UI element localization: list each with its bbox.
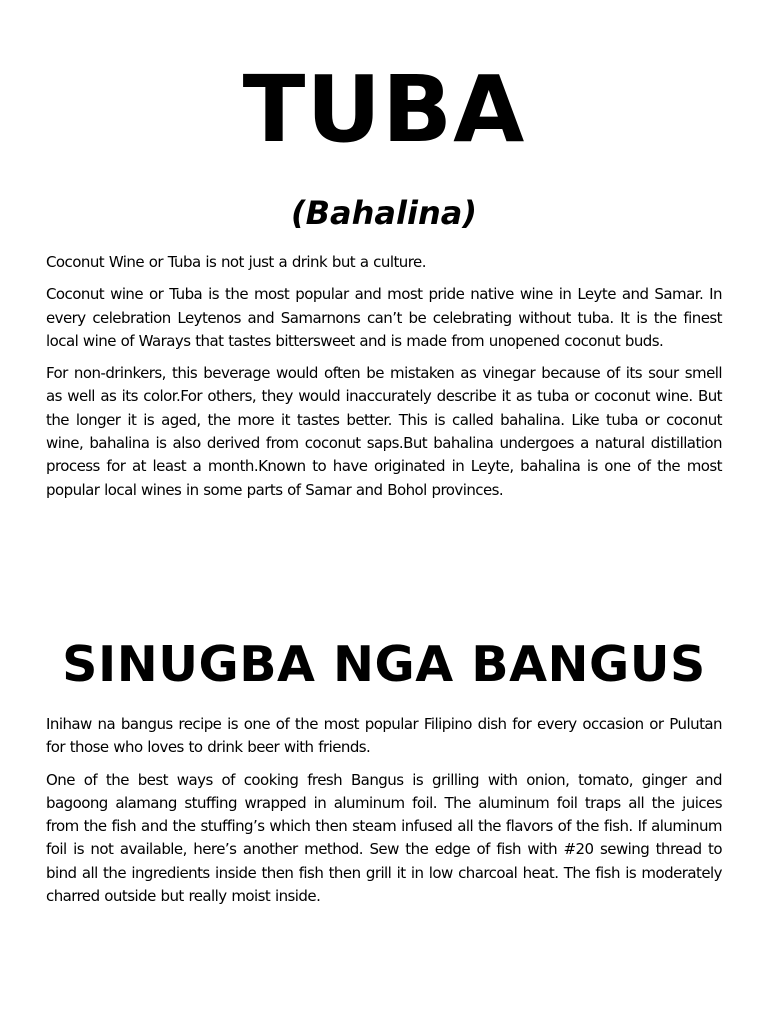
bangus-paragraph-method: One of the best ways of cooking fresh Bangus is grilling with onion, tomato, ginger and bagoong alamang stuffing wrapped in aluminum foil. The aluminum foil traps all the juices from the fish and the stuffing’s which then steam infused all the flavors of the fish. If aluminum foil is not available, here’s another method. Sew the edge of fish with #20 sewing thread to bind all the ingredients inside then fish then grill it in low charcoal heat. The fish is moderately charred outside but really moist inside. (46, 770, 722, 906)
tuba-subtitle: (Bahalina) (291, 194, 477, 232)
tuba-paragraph-popularity: Coconut wine or Tuba is the most popular and most pride native wine in Leyte and Samar. In every celebration Leytenos and Samarnons can’t be celebrating without tuba. It is the finest local wine of Warays that tastes bittersweet and is made from unopened coconut buds. (46, 285, 722, 350)
tuba-section (46, 251, 722, 511)
bangus-title: SINUGBA NGA BANGUS (62, 636, 706, 693)
tuba-title: TUBA (242, 56, 526, 163)
tuba-paragraph-bahalina: For non-drinkers, this beverage would often be mistaken as vinegar because of its sour smell as well as its color.For others, they would inaccurately describe it as tuba or coconut wine. But the longer it is aged, the more it tastes better. This is called bahalina. Like tuba or coconut wine, bahalina is also derived from coconut saps.But bahalina undergoes a natural distillation process for at least a month.Known to have originated in Leyte, bahalina is one of the most popular local wines in some parts of Samar and Bohol provinces. (46, 364, 722, 499)
bangus-paragraph-intro: Inihaw na bangus recipe is one of the most popular Filipino dish for every occasion or Pulutan for those who loves to drink beer with friends. (46, 715, 722, 757)
bangus-section (46, 713, 722, 917)
tuba-paragraph-intro: Coconut Wine or Tuba is not just a drink but a culture. (46, 253, 426, 271)
